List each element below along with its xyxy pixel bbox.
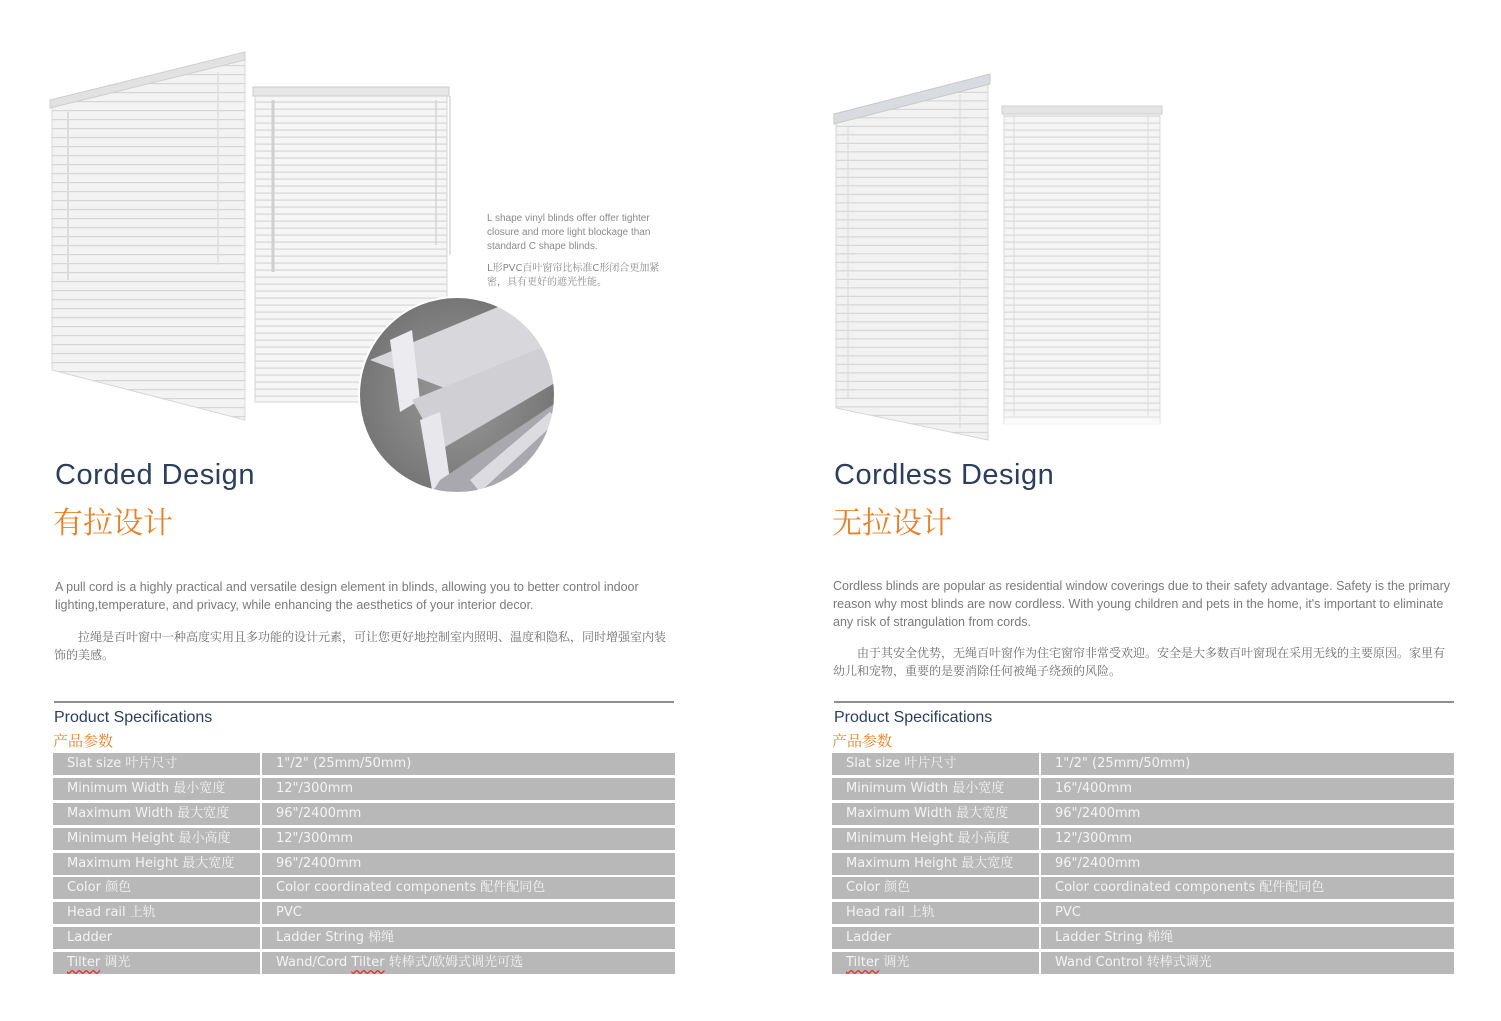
cordless-spec-row xyxy=(832,927,1454,949)
cordless-title-zh: 无拉设计 xyxy=(832,506,952,541)
cordless-spec-table xyxy=(832,753,1454,977)
corded-spec-row xyxy=(53,952,675,974)
cordless-description-zh xyxy=(833,644,1453,680)
corded-spec-label: Minimum Width 最小宽度 xyxy=(53,778,262,800)
cordless-spec-row xyxy=(832,877,1454,899)
corded-spec-value: 96"/2400mm xyxy=(262,853,675,875)
cordless-spec-label: Color 颜色 xyxy=(832,877,1041,899)
cordless-description-en: Cordless blinds are popular as residential window coverings due to their safety advantage. Safety is the primary reason why most blinds are now cordless. With young children and pets in the home, it's important to eliminate any risk of strangulation from cords. xyxy=(833,579,1450,629)
corded-spec-label: Maximum Height 最大宽度 xyxy=(53,853,262,875)
corded-spec-title-zh: 产品参数 xyxy=(53,732,114,750)
corded-spec-value: 1"/2" (25mm/50mm) xyxy=(262,753,675,775)
corded-spec-value: 12"/300mm xyxy=(262,778,675,800)
corded-spec-row xyxy=(53,778,675,800)
cordless-blinds-image xyxy=(830,68,1200,458)
corded-spec-table xyxy=(53,753,675,977)
corded-title-zh: 有拉设计 xyxy=(53,506,173,541)
cordless-spec-label: Head rail 上轨 xyxy=(832,902,1041,924)
corded-spec-label: Color 颜色 xyxy=(53,877,262,899)
cordless-spec-value: PVC xyxy=(1041,902,1454,924)
corded-title-en: Corded Design xyxy=(55,459,255,491)
corded-spec-value: 96"/2400mm xyxy=(262,803,675,825)
cordless-spec-row xyxy=(832,828,1454,850)
corded-spec-value: PVC xyxy=(262,902,675,924)
corded-spec-label: Ladder xyxy=(53,927,262,949)
corded-spec-label: Maximum Width 最大宽度 xyxy=(53,803,262,825)
corded-panel xyxy=(0,0,750,1021)
corded-callout-zh: L形PVC百叶窗帘比标准C形闭合更加紧密，具有更好的遮光性能。 xyxy=(487,263,660,288)
cordless-spec-value: 96"/2400mm xyxy=(1041,803,1454,825)
cordless-spec-row xyxy=(832,803,1454,825)
corded-description-zh-text: 拉绳是百叶窗中一种高度实用且多功能的设计元素，可让您更好地控制室内照明、温度和隐私，同时增强室内装饰的美感。 xyxy=(54,630,667,662)
cordless-spec-value: Ladder String 梯绳 xyxy=(1041,927,1454,949)
cordless-spec-value: Wand Control 转棒式调光 xyxy=(1041,952,1454,974)
cordless-spec-label: Tilter 调光 xyxy=(832,952,1041,974)
cordless-spec-title-zh: 产品参数 xyxy=(832,732,893,750)
corded-callout xyxy=(487,212,677,290)
corded-spec-row xyxy=(53,753,675,775)
cordless-spec-row xyxy=(832,902,1454,924)
cordless-description-zh-text: 由于其安全优势，无绳百叶窗作为住宅窗帘非常受欢迎。安全是大多数百叶窗现在采用无线的主要原因。家里有幼儿和宠物，重要的是要消除任何被绳子绕颈的风险。 xyxy=(833,646,1446,678)
corded-spec-value: Wand/Cord Tilter 转棒式/欧姆式调光可选 xyxy=(262,952,675,974)
corded-spec-row xyxy=(53,828,675,850)
corded-spec-divider xyxy=(54,701,674,703)
corded-spec-title-en: Product Specifications xyxy=(54,709,213,726)
cordless-spec-row xyxy=(832,753,1454,775)
corded-callout-en: L shape vinyl blinds offer offer tighter closure and more light blockage than standard C shape blinds. xyxy=(487,213,651,252)
cordless-spec-title-en: Product Specifications xyxy=(834,709,993,726)
cordless-spec-value: Color coordinated components 配件配同色 xyxy=(1041,877,1454,899)
corded-spec-row xyxy=(53,902,675,924)
cordless-spec-value: 96"/2400mm xyxy=(1041,853,1454,875)
cordless-spec-value: 1"/2" (25mm/50mm) xyxy=(1041,753,1454,775)
cordless-spec-value: 12"/300mm xyxy=(1041,828,1454,850)
cordless-spec-row xyxy=(832,778,1454,800)
cordless-spec-divider xyxy=(834,701,1454,703)
cordless-spec-row xyxy=(832,853,1454,875)
corded-description-en: A pull cord is a highly practical and versatile design element in blinds, allowing you to better control indoor lighting,temperature, and privacy, while enhancing the aesthetics of your interior decor. xyxy=(55,580,639,612)
corded-description-zh xyxy=(54,628,674,664)
corded-spec-label: Slat size 叶片尺寸 xyxy=(53,753,262,775)
cordless-spec-label: Maximum Width 最大宽度 xyxy=(832,803,1041,825)
cordless-title-en: Cordless Design xyxy=(834,459,1055,491)
corded-spec-label: Head rail 上轨 xyxy=(53,902,262,924)
cordless-panel xyxy=(780,0,1500,1021)
corded-spec-row xyxy=(53,803,675,825)
cordless-spec-label: Slat size 叶片尺寸 xyxy=(832,753,1041,775)
cordless-spec-value: 16"/400mm xyxy=(1041,778,1454,800)
corded-spec-value: Color coordinated components 配件配同色 xyxy=(262,877,675,899)
corded-spec-row xyxy=(53,877,675,899)
cordless-spec-label: Minimum Height 最小高度 xyxy=(832,828,1041,850)
corded-spec-label: Minimum Height 最小高度 xyxy=(53,828,262,850)
cordless-spec-label: Ladder xyxy=(832,927,1041,949)
corded-spec-value: Ladder String 梯绳 xyxy=(262,927,675,949)
corded-spec-row xyxy=(53,853,675,875)
corded-spec-value: 12"/300mm xyxy=(262,828,675,850)
cordless-spec-label: Minimum Width 最小宽度 xyxy=(832,778,1041,800)
corded-spec-row xyxy=(53,927,675,949)
cordless-spec-row xyxy=(832,952,1454,974)
cordless-spec-label: Maximum Height 最大宽度 xyxy=(832,853,1041,875)
corded-spec-label: Tilter 调光 xyxy=(53,952,262,974)
